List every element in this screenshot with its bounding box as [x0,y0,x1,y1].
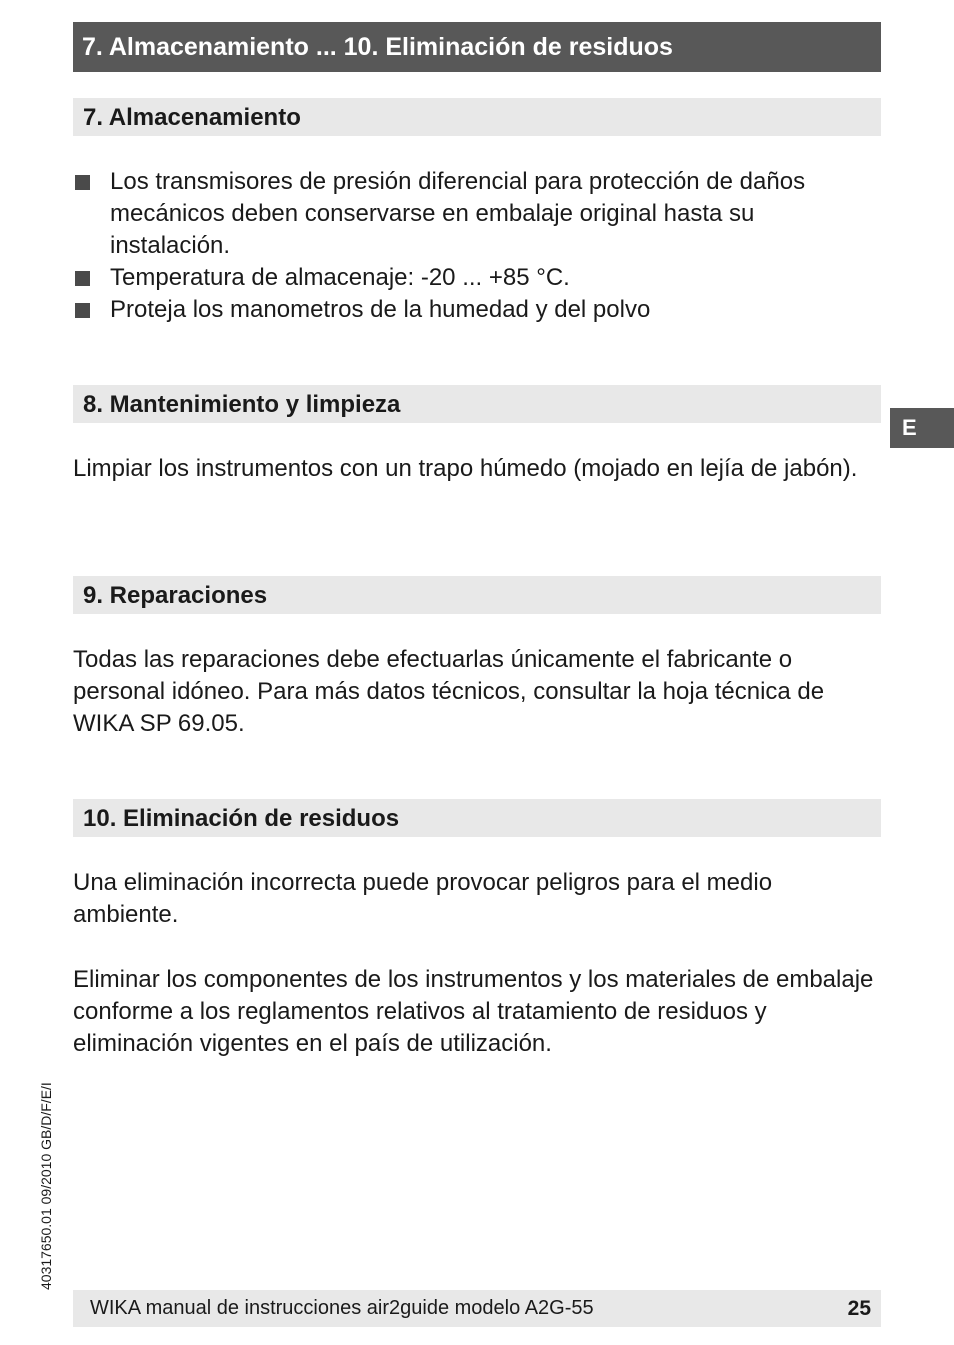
page-footer [73,1290,881,1327]
section-title-repairs: 9. Reparaciones [73,576,881,614]
list-item [73,294,881,326]
list-item [73,166,881,262]
disposal-text-1: Una eliminación incorrecta puede provocar peligros para el medio ambiente. [73,869,773,928]
square-bullet-icon [75,303,90,318]
bullet-text: Los transmisores de presión diferencial para protección de daños mecánicos deben conservarse en embalaje original hasta su instalación. [110,168,806,259]
bullet-text: Proteja los manometros de la humedad y del polvo [110,296,651,323]
language-tab: E [890,408,954,448]
repairs-text: Todas las reparaciones debe efectuarlas únicamente el fabricante o personal idóneo. Para más datos técnicos, consultar la hoja técnica de WIKA SP 69.05. [73,646,825,737]
maintenance-text: Limpiar los instrumentos con un trapo húmedo (mojado en lejía de jabón). [73,455,858,482]
square-bullet-icon [75,271,90,286]
page-header: 7. Almacenamiento ... 10. Eliminación de residuos [73,22,881,72]
document-code: 40317650.01 09/2010 GB/D/F/E/I [38,1082,54,1290]
footer-text: WIKA manual de instrucciones air2guide modelo A2G-55 [90,1297,594,1319]
square-bullet-icon [75,175,90,190]
section-title-storage: 7. Almacenamiento [73,98,881,136]
section-title-maintenance: 8. Mantenimiento y limpieza [73,385,881,423]
storage-bullet-list [73,166,881,326]
section-title-disposal: 10. Eliminación de residuos [73,799,881,837]
disposal-text-2: Eliminar los componentes de los instrumentos y los materiales de embalaje conforme a los reglamentos relativos al tratamiento de residuos y eliminación vigentes en el país de utilización. [73,966,874,1057]
bullet-text: Temperatura de almacenaje: -20 ... +85 °C. [110,264,570,291]
page-number: 25 [847,1297,871,1320]
list-item [73,262,881,294]
